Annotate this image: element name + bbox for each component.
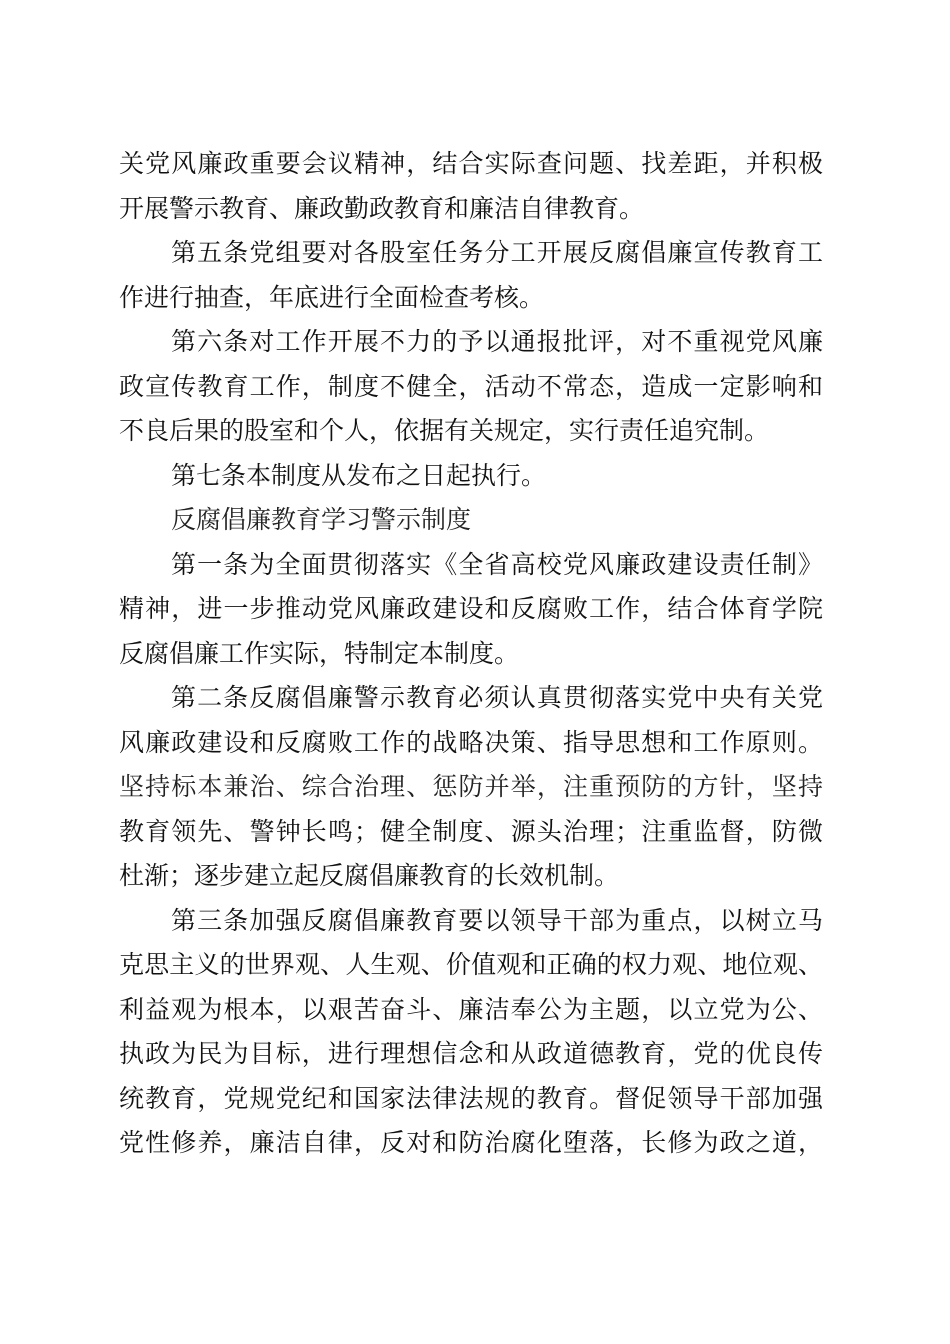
text-line: 政宣传教育工作，制度不健全，活动不常态，造成一定影响和 [119,371,823,401]
text-line: 利益观为根本，以艰苦奋斗、廉洁奉公为主题，以立党为公、 [119,994,823,1024]
text-line: 关党风廉政重要会议精神，结合实际查问题、找差距，并积极 [119,149,823,178]
text-line: 执政为民为目标，进行理想信念和从政道德教育，党的优良传 [119,1039,823,1068]
text-line: 坚持标本兼治、综合治理、惩防并举，注重预防的方针，坚持 [119,772,823,801]
paragraph-start-line: 第七条本制度从发布之日起执行。 [171,460,547,490]
text-line: 党性修养，廉洁自律，反对和防治腐化堕落，长修为政之道， [119,1128,823,1157]
paragraph-start-line: 第六条对工作开展不力的予以通报批评，对不重视党风廉 [171,327,823,356]
text-line: 精神，进一步推动党风廉政建设和反腐败工作，结合体育学院 [119,594,823,623]
text-line: 反腐倡廉工作实际，特制定本制度。 [119,638,520,668]
section-title: 反腐倡廉教育学习警示制度 [171,505,472,534]
text-line: 教育领先、警钟长鸣；健全制度、源头治理；注重监督，防微 [119,816,823,846]
text-line: 克思主义的世界观、人生观、价值观和正确的权力观、地位观、 [119,950,823,979]
text-line: 开展警示教育、廉政勤政教育和廉洁自律教育。 [119,193,645,223]
paragraph-start-line: 第五条党组要对各股室任务分工开展反腐倡廉宣传教育工 [171,238,823,267]
text-line: 作进行抽查，年底进行全面检查考核。 [119,282,545,312]
text-line: 杜渐；逐步建立起反腐倡廉教育的长效机制。 [119,861,620,890]
paragraph-start-line: 第一条为全面贯彻落实《全省高校党风廉政建设责任制》 [171,549,823,579]
paragraph-start-line: 第三条加强反腐倡廉教育要以领导干部为重点，以树立马 [171,905,823,935]
text-line: 统教育，党规党纪和国家法律法规的教育。督促领导干部加强 [119,1083,823,1113]
document-body [119,142,823,1166]
paragraph-start-line: 第二条反腐倡廉警示教育必须认真贯彻落实党中央有关党 [171,683,823,712]
text-line: 不良后果的股室和个人，依据有关规定，实行责任追究制。 [119,416,770,445]
text-line: 风廉政建设和反腐败工作的战略决策、指导思想和工作原则。 [119,727,823,757]
